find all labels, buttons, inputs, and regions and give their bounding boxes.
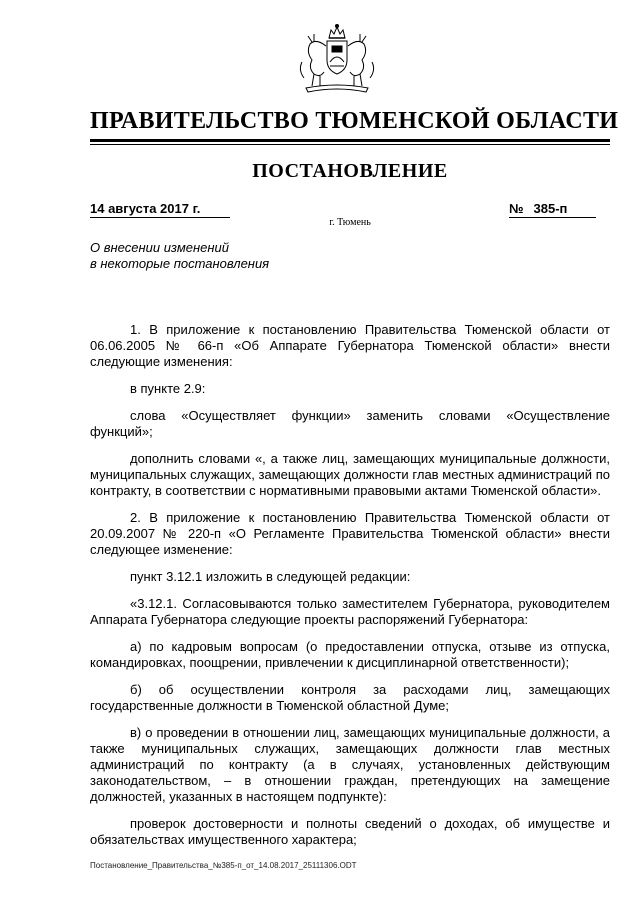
- document-body: [90, 322, 610, 859]
- document-number: [509, 201, 596, 218]
- document-subject: [90, 240, 390, 272]
- body-paragraph: б) об осуществлении контроля за расходами лиц, замещающих государственные должности в Тюменской областной Думе;: [90, 682, 610, 713]
- body-paragraph: 1. В приложение к постановлению Правительства Тюменской области от 06.06.2005 № 66-п «Об Аппарате Губернатора Тюменской области» внести следующие изменения:: [90, 322, 610, 369]
- coat-of-arms-emblem: [292, 22, 382, 98]
- body-paragraph: дополнить словами «, а также лиц, замещающих муниципальные должности, муниципальных служащих, замещающих должности глав местных администраций по контракту, в соответствии с нормативными правовыми актами Тюменской области».: [90, 451, 610, 498]
- body-paragraph: проверок достоверности и полноты сведений о доходах, об имуществе и обязательствах имущественного характера;: [90, 816, 610, 847]
- body-paragraph: а) по кадровым вопросам (о предоставлении отпуска, отзыве из отпуска, командировках, поощрении, привлечении к дисциплинарной ответственности);: [90, 639, 610, 670]
- header-rule-thin: [90, 144, 610, 145]
- body-paragraph: 2. В приложение к постановлению Правительства Тюменской области от 20.09.2007 № 220-п «О Регламенте Правительства Тюменской области» внести следующее изменение:: [90, 510, 610, 557]
- subject-line: О внесении изменений: [90, 240, 229, 255]
- subject-line: в некоторые постановления: [90, 256, 270, 271]
- number-value: 385-п: [533, 201, 568, 216]
- number-sign: №: [509, 201, 524, 216]
- document-date: 14 августа 2017 г.: [90, 201, 230, 218]
- footer-filename: Постановление_Правительства_№385-п_от_14.08.2017_25111306.ODT: [90, 861, 357, 870]
- document-type-title: ПОСТАНОВЛЕНИЕ: [252, 160, 448, 182]
- organization-title: ПРАВИТЕЛЬСТВО ТЮМЕНСКОЙ ОБЛАСТИ: [90, 108, 619, 134]
- body-paragraph: слова «Осуществляет функции» заменить словами «Осуществление функций»;: [90, 408, 610, 439]
- document-city: г. Тюмень: [329, 217, 371, 228]
- body-paragraph: в пункте 2.9:: [130, 381, 206, 396]
- header-rule-thick: [90, 139, 610, 142]
- body-paragraph: в) о проведении в отношении лиц, замещающих муниципальные должности, а также муниципальных служащих, замещающих должности глав местных администраций по контракту (а в случаях, установленных действующим законодательством, – в отношении граждан, претендующих на замещение должностей, указанных в настоящем подпункте):: [90, 725, 610, 804]
- body-paragraph: «3.12.1. Согласовываются только заместителем Губернатора, руководителем Аппарата Губернатора следующие проекты распоряжений Губернатора:: [90, 596, 610, 627]
- body-paragraph: пункт 3.12.1 изложить в следующей редакции:: [130, 569, 411, 584]
